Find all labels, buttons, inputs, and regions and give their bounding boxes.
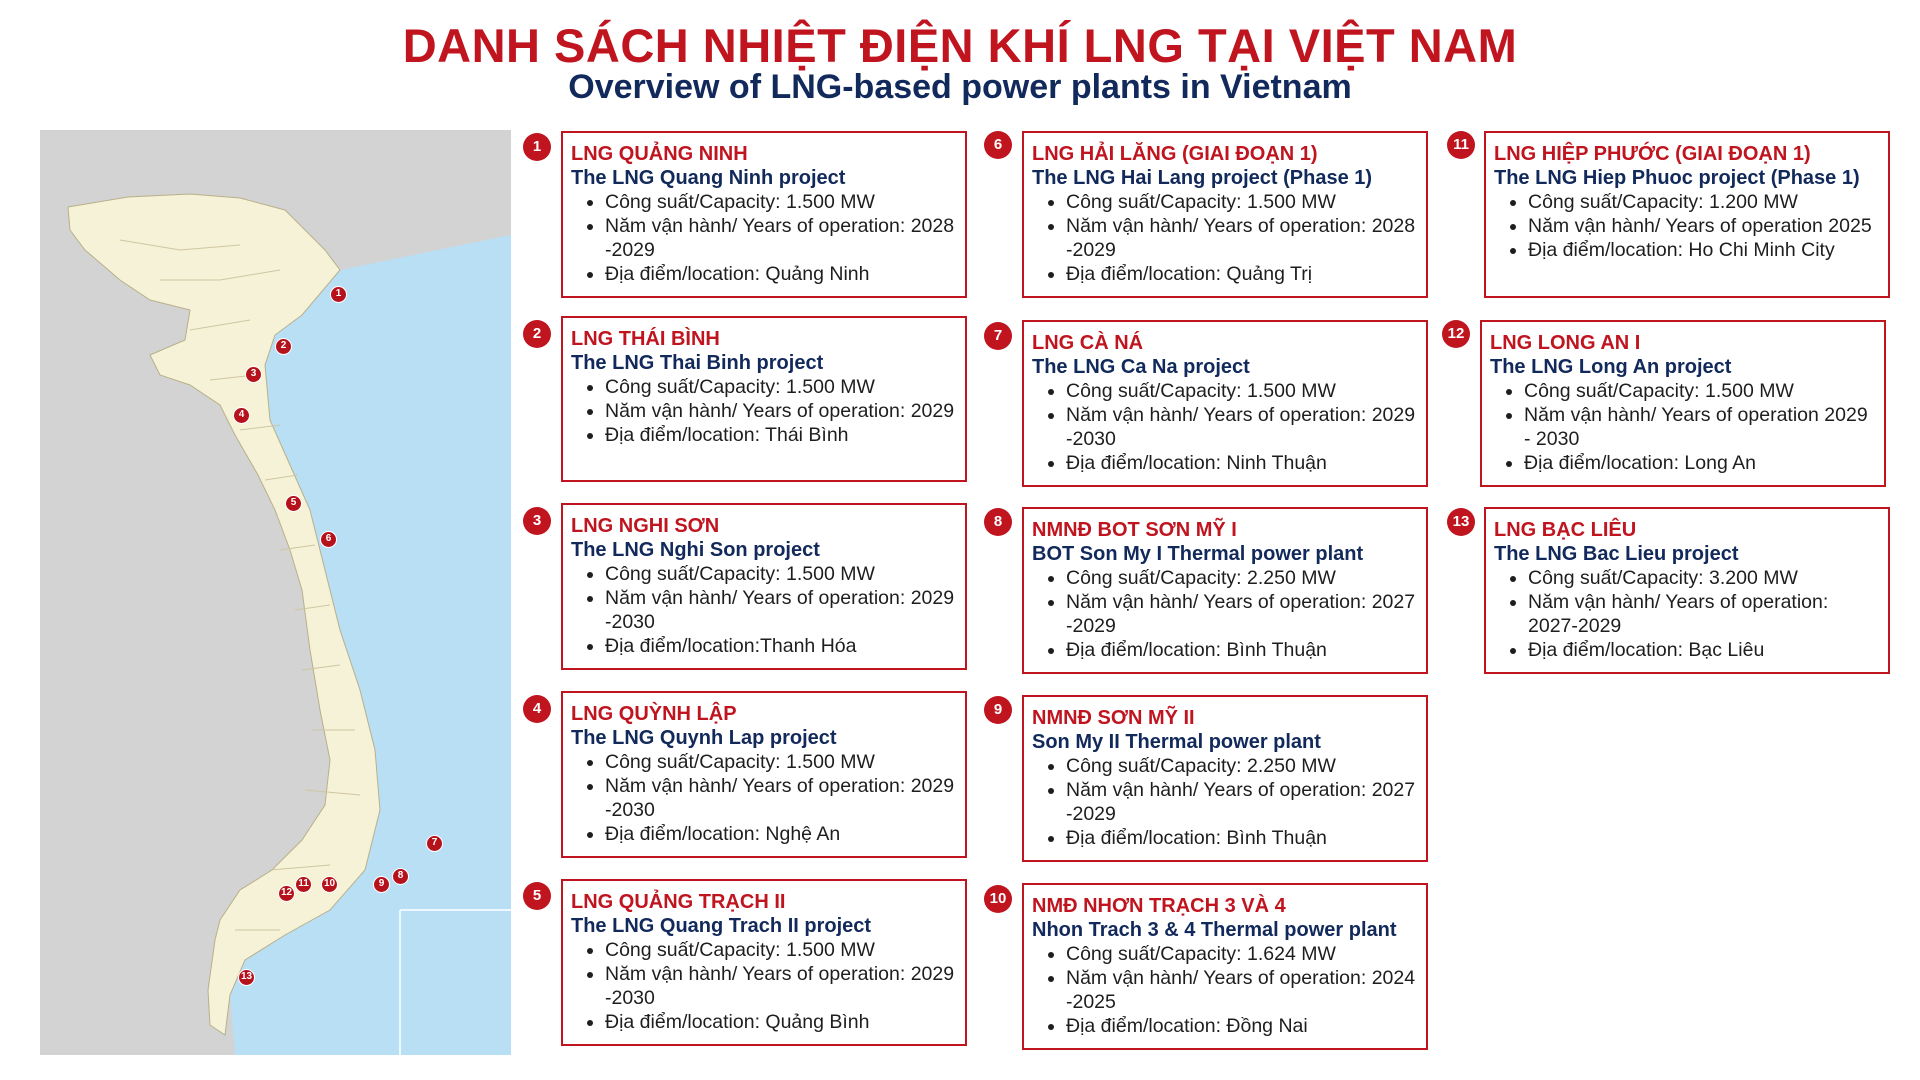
plant-number-marker: 8 — [984, 508, 1012, 536]
plant-card — [1022, 507, 1428, 674]
plant-number-marker: 3 — [523, 507, 551, 535]
plant-card — [561, 879, 967, 1046]
plant-location: • Địa điểm/location: Thái Bình — [605, 423, 957, 447]
plant-location: • Địa điểm/location: Bình Thuận — [1066, 826, 1418, 850]
map-pin: 9 — [373, 876, 390, 893]
map-pin: 7 — [426, 835, 443, 852]
plant-capacity: • Công suất/Capacity: 2.250 MW — [1066, 566, 1418, 590]
plant-years: • Năm vận hành/ Years of operation: 2028 -2029 — [605, 214, 957, 262]
plant-number-marker: 11 — [1447, 131, 1475, 159]
plant-project: The LNG Nghi Son project — [571, 539, 820, 561]
plant-card — [1022, 131, 1428, 298]
plant-card — [561, 503, 967, 670]
plant-capacity: • Công suất/Capacity: 1.500 MW — [1524, 379, 1876, 403]
plant-project: The LNG Quang Ninh project — [571, 167, 846, 189]
map-graphic — [40, 130, 511, 1055]
plant-name: LNG QUẢNG TRẠCH II — [571, 891, 786, 913]
plant-card — [1022, 320, 1428, 487]
plant-years: • Năm vận hành/ Years of operation: 2027 -2029 — [1066, 590, 1418, 638]
plant-years: • Năm vận hành/ Years of operation: 2027-2029 — [1528, 590, 1880, 638]
plant-number-marker: 7 — [984, 322, 1012, 350]
plant-card — [1022, 695, 1428, 862]
plant-project: The LNG Hai Lang project (Phase 1) — [1032, 167, 1373, 189]
plant-capacity: • Công suất/Capacity: 1.500 MW — [605, 938, 957, 962]
plant-name: LNG HẢI LĂNG (GIAI ĐOẠN 1) — [1032, 143, 1318, 165]
plant-project: The LNG Long An project — [1490, 356, 1732, 378]
plant-capacity: • Công suất/Capacity: 1.500 MW — [1066, 190, 1418, 214]
plant-number-marker: 12 — [1442, 320, 1470, 348]
plant-project: The LNG Quynh Lap project — [571, 727, 837, 749]
plant-number-marker: 4 — [523, 695, 551, 723]
plant-location: • Địa điểm/location: Bình Thuận — [1066, 638, 1418, 662]
plant-location: • Địa điểm/location: Long An — [1524, 451, 1876, 475]
plant-name: LNG QUẢNG NINH — [571, 143, 748, 165]
plant-number-marker: 5 — [523, 882, 551, 910]
page-title: DANH SÁCH NHIỆT ĐIỆN KHÍ LNG TẠI VIỆT NAM — [402, 19, 1518, 72]
plant-years: • Năm vận hành/ Years of operation: 2029 -2030 — [605, 586, 957, 634]
plant-location: • Địa điểm/location: Nghệ An — [605, 822, 957, 846]
map-pin: 13 — [238, 969, 255, 986]
map-pin: 11 — [295, 876, 312, 893]
plant-number-marker: 6 — [984, 131, 1012, 159]
plant-capacity: • Công suất/Capacity: 1.200 MW — [1528, 190, 1880, 214]
plant-project: BOT Son My I Thermal power plant — [1032, 543, 1364, 565]
plant-years: • Năm vận hành/ Years of operation: 2029 -2030 — [605, 774, 957, 822]
map-pin: 12 — [278, 885, 295, 902]
map-pin: 4 — [233, 407, 250, 424]
plant-project: The LNG Hiep Phuoc project (Phase 1) — [1494, 167, 1860, 189]
plant-project: Nhon Trach 3 & 4 Thermal power plant — [1032, 919, 1397, 941]
plant-location: • Địa điểm/location: Ho Chi Minh City — [1528, 238, 1880, 262]
plant-card — [1484, 507, 1890, 674]
plant-name: LNG BẠC LIÊU — [1494, 519, 1637, 541]
plant-location: • Địa điểm/location: Quảng Ninh — [605, 262, 957, 286]
map-pin: 6 — [320, 531, 337, 548]
plant-location: • Địa điểm/location: Quảng Bình — [605, 1010, 957, 1034]
plant-years: • Năm vận hành/ Years of operation 2025 — [1528, 214, 1880, 238]
plant-card — [1480, 320, 1886, 487]
plant-name: LNG THÁI BÌNH — [571, 328, 720, 350]
plant-card — [561, 131, 967, 298]
plant-name: NMĐ NHƠN TRẠCH 3 VÀ 4 — [1032, 895, 1286, 917]
plant-number-marker: 1 — [523, 133, 551, 161]
plant-capacity: • Công suất/Capacity: 1.500 MW — [1066, 379, 1418, 403]
plant-name: LNG QUỲNH LẬP — [571, 703, 737, 725]
map-pin: 1 — [330, 286, 347, 303]
map-pin: 5 — [285, 495, 302, 512]
plant-number-marker: 10 — [984, 885, 1012, 913]
page-subtitle: Overview of LNG-based power plants in Vietnam — [568, 68, 1352, 106]
plant-card — [1022, 883, 1428, 1050]
plant-project: Son My II Thermal power plant — [1032, 731, 1321, 753]
plant-name: LNG NGHI SƠN — [571, 515, 720, 537]
plant-name: NMNĐ SƠN MỸ II — [1032, 707, 1195, 729]
vietnam-map — [40, 130, 511, 1055]
plant-card — [561, 316, 967, 482]
plant-years: • Năm vận hành/ Years of operation: 2029 — [605, 399, 957, 423]
plant-number-marker: 13 — [1447, 508, 1475, 536]
map-pin: 8 — [392, 868, 409, 885]
plant-location: • Địa điểm/location: Quảng Trị — [1066, 262, 1418, 286]
plant-years: • Năm vận hành/ Years of operation: 2028 -2029 — [1066, 214, 1418, 262]
plant-name: NMNĐ BOT SƠN MỸ I — [1032, 519, 1237, 541]
plant-capacity: • Công suất/Capacity: 1.500 MW — [605, 375, 957, 399]
plant-number-marker: 9 — [984, 696, 1012, 724]
map-pin: 3 — [245, 366, 262, 383]
plant-name: LNG HIỆP PHƯỚC (GIAI ĐOẠN 1) — [1494, 143, 1811, 165]
plant-name: LNG CÀ NÁ — [1032, 332, 1144, 354]
plant-card — [561, 691, 967, 858]
plant-card — [1484, 131, 1890, 298]
plant-years: • Năm vận hành/ Years of operation: 2029 -2030 — [605, 962, 957, 1010]
plant-years: • Năm vận hành/ Years of operation: 2024 -2025 — [1066, 966, 1418, 1014]
plant-capacity: • Công suất/Capacity: 1.500 MW — [605, 750, 957, 774]
plant-project: The LNG Bac Lieu project — [1494, 543, 1739, 565]
plant-name: LNG LONG AN I — [1490, 332, 1641, 354]
plant-project: The LNG Ca Na project — [1032, 356, 1250, 378]
plant-number-marker: 2 — [523, 320, 551, 348]
plant-project: The LNG Thai Binh project — [571, 352, 824, 374]
map-pin: 10 — [321, 876, 338, 893]
plant-project: The LNG Quang Trach II project — [571, 915, 872, 937]
plant-location: • Địa điểm/location: Đồng Nai — [1066, 1014, 1418, 1038]
plant-years: • Năm vận hành/ Years of operation 2029 - 2030 — [1524, 403, 1876, 451]
plant-capacity: • Công suất/Capacity: 1.500 MW — [605, 190, 957, 214]
plant-location: • Địa điểm/location: Ninh Thuận — [1066, 451, 1418, 475]
plant-capacity: • Công suất/Capacity: 1.624 MW — [1066, 942, 1418, 966]
plant-capacity: • Công suất/Capacity: 1.500 MW — [605, 562, 957, 586]
plant-location: • Địa điểm/location: Bạc Liêu — [1528, 638, 1880, 662]
plant-years: • Năm vận hành/ Years of operation: 2027 -2029 — [1066, 778, 1418, 826]
plant-location: • Địa điểm/location:Thanh Hóa — [605, 634, 957, 658]
map-pin: 2 — [275, 338, 292, 355]
plant-years: • Năm vận hành/ Years of operation: 2029 -2030 — [1066, 403, 1418, 451]
plant-capacity: • Công suất/Capacity: 3.200 MW — [1528, 566, 1880, 590]
plant-capacity: • Công suất/Capacity: 2.250 MW — [1066, 754, 1418, 778]
